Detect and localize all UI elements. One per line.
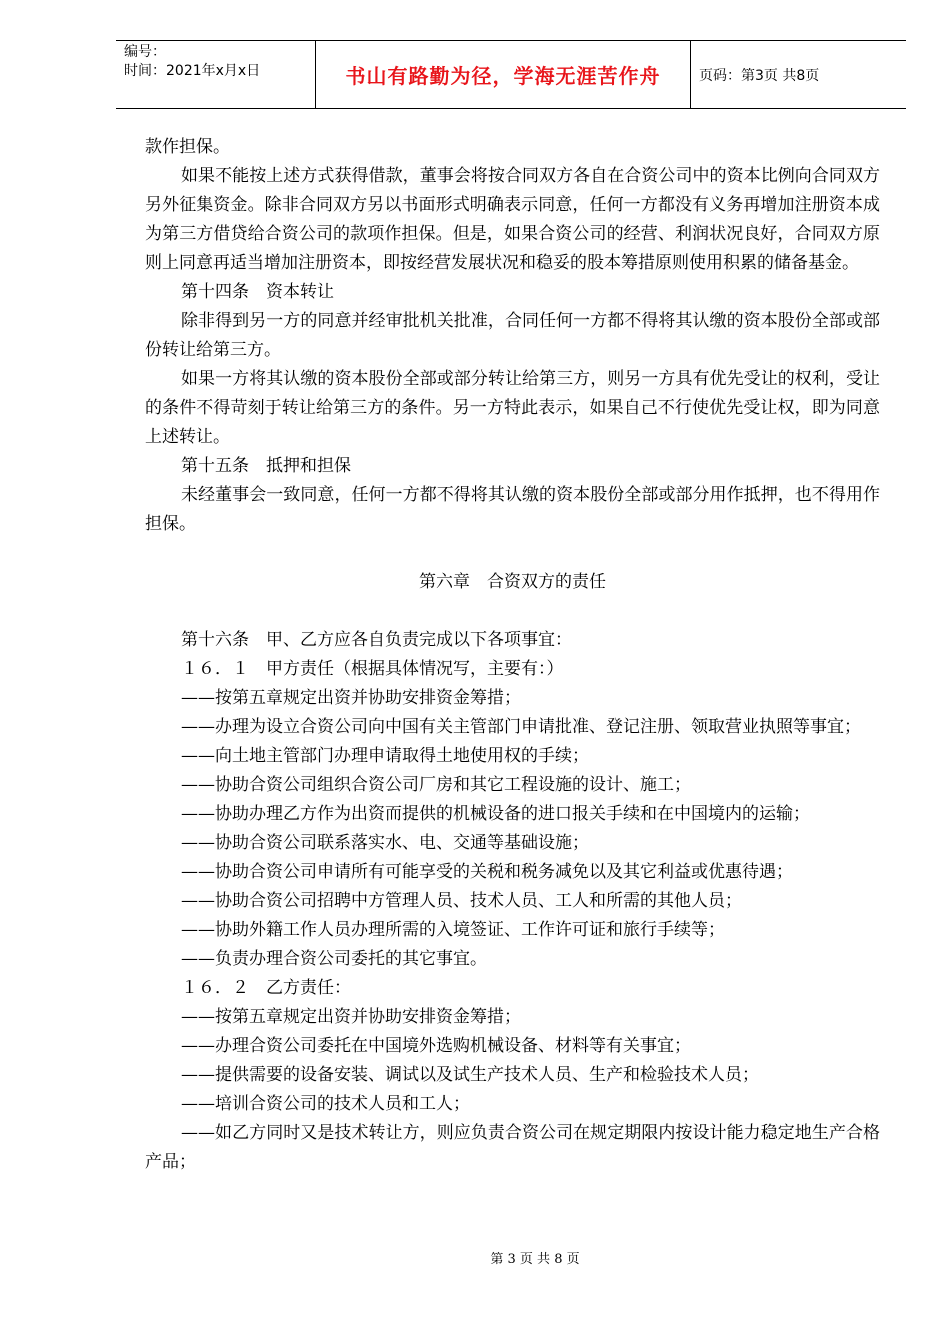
list-item: ——协助合资公司招聘中方管理人员、技术人员、工人和所需的其他人员； — [181, 891, 742, 911]
section-heading: １６．２ 乙方责任： — [181, 978, 351, 998]
list-item: ——办理合资公司委托在中国境外选购机械设备、材料等有关事宜； — [181, 1036, 691, 1056]
document-number-label: 编号： — [124, 44, 166, 60]
section-heading: １６．１ 甲方责任（根据具体情况写，主要有：） — [181, 659, 564, 679]
paragraph: 如果一方将其认缴的资本股份全部或部分转让给第三方，则另一方具有优先受让的权利，受让的条件不得苛刻于转让给第三方的条件。另一方特此表示，如果自己不行使优先受让权，即为同意上述转让。 — [145, 369, 880, 447]
list-item: ——协助合资公司联系落实水、电、交通等基础设施； — [181, 833, 589, 853]
header-meta — [116, 41, 316, 108]
article-heading: 第十五条 抵押和担保 — [181, 456, 351, 476]
list-item: ——协助合资公司组织合资公司厂房和其它工程设施的设计、施工； — [181, 775, 691, 795]
paragraph: 款作担保。 — [145, 137, 230, 157]
list-item: ——提供需要的设备安装、调试以及试生产技术人员、生产和检验技术人员； — [181, 1065, 759, 1085]
page-footer: 第 3 页 共 8 页 — [490, 1252, 580, 1267]
list-item: ——向土地主管部门办理申请取得土地使用权的手续； — [181, 746, 589, 766]
paragraph: 未经董事会一致同意，任何一方都不得将其认缴的资本股份全部或部分用作抵押，也不得用作担保。 — [145, 485, 880, 534]
list-item: ——协助合资公司申请所有可能享受的关税和税务减免以及其它利益或优惠待遇； — [181, 862, 793, 882]
list-item: ——负责办理合资公司委托的其它事宜。 — [181, 949, 487, 969]
list-item: ——如乙方同时又是技术转让方，则应负责合资公司在规定期限内按设计能力稳定地生产合格产品； — [145, 1123, 880, 1172]
paragraph: 如果不能按上述方式获得借款，董事会将按合同双方各自在合资公司中的资本比例向合同双方另外征集资金。除非合同双方另以书面形式明确表示同意，任何一方都没有义务再增加注册资本成为第三方借贷给合资公司的款项作担保。但是，如果合资公司的经营、利润状况良好，合同双方原则上同意再适当增加注册资本，即按经营发展状况和稳妥的股本筹措原则使用积累的储备基金。 — [145, 166, 880, 273]
list-item: ——培训合资公司的技术人员和工人； — [181, 1094, 470, 1114]
document-time-label: 时间：2021年x月x日 — [124, 63, 261, 79]
document-body — [145, 133, 880, 1177]
header-page-number: 页码：第3页 共8页 — [699, 67, 820, 84]
page-header — [116, 40, 906, 109]
list-item: ——协助办理乙方作为出资而提供的机械设备的进口报关手续和在中国境内的运输； — [181, 804, 810, 824]
list-item: ——协助外籍工作人员办理所需的入境签证、工作许可证和旅行手续等； — [181, 920, 725, 940]
article-heading: 第十四条 资本转让 — [181, 282, 334, 302]
article-heading: 第十六条 甲、乙方应各自负责完成以下各项事宜： — [181, 630, 572, 650]
list-item: ——按第五章规定出资并协助安排资金筹措； — [181, 688, 521, 708]
header-motto: 书山有路勤为径，学海无涯苦作舟 — [316, 41, 691, 108]
chapter-heading: 第六章 合资双方的责任 — [419, 572, 606, 592]
list-item: ——办理为设立合资公司向中国有关主管部门申请批准、登记注册、领取营业执照等事宜； — [181, 717, 861, 737]
list-item: ——按第五章规定出资并协助安排资金筹措； — [181, 1007, 521, 1027]
paragraph: 除非得到另一方的同意并经审批机关批准，合同任何一方都不得将其认缴的资本股份全部或部份转让给第三方。 — [145, 311, 880, 360]
